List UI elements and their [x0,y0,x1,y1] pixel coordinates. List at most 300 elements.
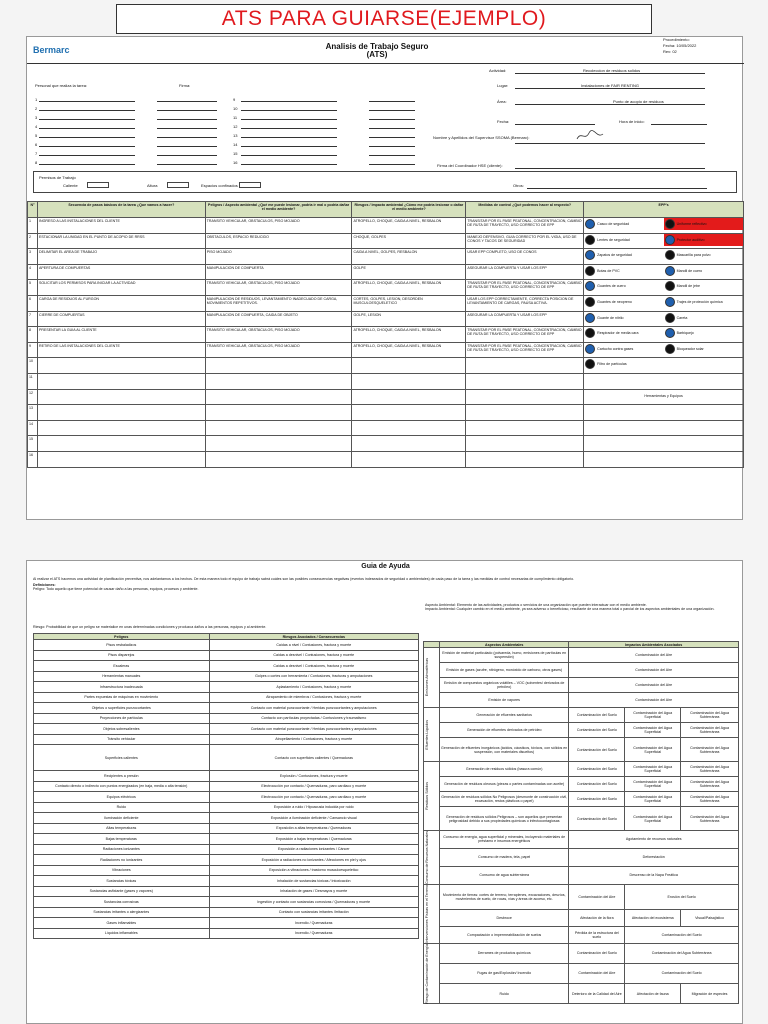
peligro-riesgo: Exposición a bajas temperaturas / Quemaduras [209,834,418,845]
cell-epp [584,420,744,436]
peligro-name: Sustancias irritantes o alergizantes [34,907,210,918]
permit-altura: Altura [147,183,158,188]
peligro-row [34,661,419,672]
aspecto-impact: Contaminación del Suelo [569,738,625,762]
permit-altura-box[interactable] [167,182,189,188]
peligro-row [34,792,419,803]
peligro-riesgo: Ingestión y contacto con sustancias corrosivas / Quemaduras y muerte [209,897,418,908]
personal-row-number: 12 [233,124,238,129]
coordinador-field[interactable] [515,168,705,169]
peligro-riesgo: Incendio / Quemaduras [209,928,418,939]
peligro-row [34,834,419,845]
peligro-riesgo: Contacto con material punzocortante / Heridas punzocortantes y amputaciones [209,724,418,735]
area-value: Punto de acopio de residuos [613,99,664,104]
personal-signature-field[interactable] [369,101,415,102]
aspecto-impact: Contaminación del Suelo [625,926,739,943]
cell-paso [37,420,205,436]
permits-box [33,171,737,193]
peligro-riesgo: Inhalación de gases / Desmayos y muerte [209,886,418,897]
peligro-row [34,876,419,887]
peligro-row [34,855,419,866]
epp-item [664,312,743,324]
guide-intro [33,577,737,592]
epp-icon [585,297,595,307]
epp-label: Respirador de media cara [597,331,639,336]
aspecto-impact: Contaminación del Agua Subterránea [681,723,739,738]
cell-control [466,405,584,421]
epp-item [584,234,663,246]
cell-peligro: MANIPULACION DE RESIDUOS, LEVANTAMIENTO INADECUADO DE CARGA, MOVIMIENTOS REPETITIVOS. [205,295,352,311]
cell-epp [584,233,744,249]
aspecto-row [424,648,739,663]
peligro-name: Objetos o superficies punzocortantes [34,703,210,714]
cell-n: 1 [28,218,38,234]
aspecto-impact: Contaminación del Aire [569,678,739,693]
aspecto-impact: Contaminación del Suelo [569,723,625,738]
supervisor-field[interactable] [515,143,705,144]
epp-pair [584,343,743,355]
personal-name-field[interactable] [39,146,135,147]
aspecto-impact: Contaminación del Agua Subterránea [681,762,739,777]
personal-signature-field[interactable] [157,164,217,165]
peligro-riesgo: Incendio / Quemaduras [209,918,418,929]
peligro-riesgo: Contacto con sustancias irritantes /Irritación [209,907,418,918]
personal-name-field[interactable] [241,155,337,156]
peligro-riesgo: Contacto con material punzocortante / Heridas punzocortantes y amputaciones [209,703,418,714]
cell-epp [584,436,744,452]
guide-title: Guia de Ayuda [361,563,410,570]
header-divider [27,63,744,64]
cell-paso: CIERRE DE COMPUERTAS [37,311,205,327]
aspecto-row [424,663,739,678]
cell-paso [37,405,205,421]
personal-signature-field[interactable] [369,119,415,120]
aspecto-name: Generación de residuos oleosos (piezas o partes contaminadas con aceite) [439,777,568,792]
peligro-row [34,713,419,724]
peligro-name: Partes expuestas de máquinas en movimiento [34,692,210,703]
aspectos-header-impactos: Impactos Ambientales Asociados [569,642,739,648]
hora-field[interactable] [651,124,707,125]
epp-label: Guantes de neopreno [597,299,632,304]
ats-table [27,201,744,468]
peligro-row [34,907,419,918]
aspecto-group-label: Intervenciones Físicas en el Terreno [425,884,429,943]
aspecto-impact: Contaminación del Agua Subterránea [681,777,739,792]
permit-espacios-box[interactable] [239,182,261,188]
meta-line: Procedimiento: [663,37,690,42]
epp-icon [585,219,595,229]
aspecto-row [424,926,739,943]
lugar-field[interactable] [515,88,705,89]
cell-epp [584,405,744,421]
peligro-row [34,692,419,703]
peligro-name: Pisos disparejos [34,650,210,661]
lugar-value: Instalaciones de FAIR RENTING [581,83,640,88]
cell-paso [37,358,205,374]
epp-label: Mandil de jebe [676,284,700,289]
fecha-field[interactable] [515,124,595,125]
personal-name-field[interactable] [241,137,337,138]
epp-icon [585,266,595,276]
peligro-row [34,671,419,682]
cell-control: ASEGURAR LA COMPUERTA Y USAR LOS EPP [466,311,584,327]
personal-name-field[interactable] [241,101,337,102]
table-row [28,233,744,249]
aspecto-row [424,848,739,866]
personal-row-number: 8 [35,160,38,165]
aspecto-impact: Contaminación del Aire [569,884,625,909]
personal-name-field[interactable] [241,128,337,129]
personal-name-field[interactable] [39,119,135,120]
actividad-field[interactable] [515,73,705,74]
epp-pair [584,358,743,370]
aspecto-impact: Visual/Paisajístico [681,909,739,926]
peligro-riesgo: Atrapamiento de miembros / Contusiones, fractura y muerte [209,692,418,703]
peligro-row [34,918,419,929]
aspectos-table [423,641,739,1004]
cell-n: 7 [28,311,38,327]
epp-item [584,249,663,261]
peligro-row [34,813,419,824]
epp-label: Mandil de cuero [676,268,703,273]
table-row [28,405,744,421]
peligro-riesgo: Exposición a vibraciones / trastorno musculoesqueletico [209,865,418,876]
col-header-riesgo: Riesgos / Impacto ambiental ¿Cómo me podria lesionar o dañar el medio ambiente? [352,202,466,218]
personal-name-field[interactable] [241,110,337,111]
epp-item [584,265,663,277]
guide-intro-text: Al realizar el ATS hacemos una actividad de planificación preventiva, nos adelantamos a los hechos. De esta manera todo el equipo de trabajo sabrá cuáles son las posibles consecuencias negativas (eventos indeseados de seguridad o ambientales) de cada paso de la tarea y las medidas de control necesarias de cumplimiento obligatorio. [33,577,575,581]
epp-label: Cartucho contra gases [597,346,634,351]
personal-signature-field[interactable] [157,110,217,111]
cell-epp [584,389,744,405]
table-row [28,451,744,467]
cell-paso: CARGA DE RESIDUOS AL FURGON [37,295,205,311]
peligro-riesgo: Exposición a radiaciones ionizantes / Cáncer [209,844,418,855]
epp-pair [584,218,743,230]
aspecto-name: Emisión de material particulado (polvareda, humo, emisiones de partículas en suspensión) [439,648,568,663]
aspecto-impact: Contaminación del Agua Subterránea [681,708,739,723]
table-row [28,436,744,452]
epp-label: Casco de seguridad [597,222,630,226]
cell-peligro: TRANSITO VEHICULAR, OBSTACULOS, PISO MOJADO [205,342,352,358]
actividad-value: Recoleccion de residuos solidos [583,68,641,73]
peligro-name: Equipos eléctricos [34,792,210,803]
aspecto-impact: Deterioro de la Calidad del Aire [569,984,625,1004]
aspect-definitions [425,603,741,611]
aspecto-impact: Contaminación del Aire [569,648,739,663]
cell-n: 12 [28,389,38,405]
personal-signature-field[interactable] [369,164,415,165]
supervisor-signature [575,129,605,143]
peligros-header-peligros: Peligros [34,634,210,640]
epp-label: Bloqueador solar [676,346,704,351]
cell-epp [584,264,744,280]
firma-label: Firma: [179,83,191,88]
meta-line: Rev: 02 [663,49,677,54]
epp-item [664,249,743,261]
aspecto-group-label: Residuos Sólidos [425,782,429,810]
cell-riesgo: ATROPELLO, CHOQUE, CAIDA A NIVEL, RESBALON [352,218,466,234]
aspecto-impact: Contaminación del Aire [569,693,739,708]
peligro-row [34,640,419,651]
epp-icon [665,297,675,307]
epp-item [584,358,663,370]
personal-name-field[interactable] [39,128,135,129]
aspecto-row [424,984,739,1004]
peligro-riesgo: Electrocución por contacto / Quemaduras, paro cardiaco y muerte [209,792,418,803]
aspecto-impact: Contaminación del Suelo [569,762,625,777]
cell-n: 16 [28,451,38,467]
aspecto-name: Generación de residuos sólidos (basura común) [439,762,568,777]
peligro-row [34,865,419,876]
personal-signature-field[interactable] [157,137,217,138]
cell-n: 2 [28,233,38,249]
fecha-label: Fecha: [497,119,510,124]
aspecto-name: Emisión de vapores [439,693,568,708]
peligro-name: Recipientes a presión [34,771,210,782]
peligro-riesgo: Atropellamiento / Contusiones, fractura y muerte [209,734,418,745]
cell-epp [584,249,744,265]
cell-peligro [205,436,352,452]
personal-label: Personal que realiza la tarea: [35,83,88,88]
cell-control: TRANSITAR POR EL PASE PEATONAL, CONCENTRACION, CAMBIO DE RUTA DE TRAYECTO, USO CORRECTO DE EPP [466,280,584,296]
cell-peligro [205,389,352,405]
ats-form-sheet [26,36,743,520]
aspecto-impact: Deforestación [569,848,739,866]
peligro-riesgo: Caídas a nivel / Contusiones, fractura y muerte [209,640,418,651]
lugar-label: Lugar: [497,83,509,88]
personal-name-field[interactable] [39,110,135,111]
cell-n: 5 [28,280,38,296]
otros-field[interactable] [527,188,707,189]
peligro-riesgo: Exposición a iluminación deficiente / Cansancio visual [209,813,418,824]
epp-pair [584,234,743,246]
hora-label: Hora de inicio: [619,119,645,124]
aspecto-impact: Contaminación del Agua Superficial [625,708,681,723]
area-field[interactable] [515,104,705,105]
aspecto-row [424,792,739,807]
epp-icon [585,281,595,291]
epp-label: Careta [676,315,688,320]
cell-riesgo: GOLPE, LESION [352,311,466,327]
aspecto-impact: Afectación del ecosistema [625,909,681,926]
peligro-name: Escaleras [34,661,210,672]
personal-row-number: 16 [233,160,238,165]
personal-name-field[interactable] [39,137,135,138]
peligro-name: Gases inflamables [34,918,210,929]
permit-caliente-box[interactable] [87,182,109,188]
personal-row-number: 7 [35,151,38,156]
personal-signature-field[interactable] [157,128,217,129]
herramientas-label: Herramientas y Equipos [644,393,683,398]
personal-name-field[interactable] [39,164,135,165]
epp-icon [665,219,675,229]
aspecto-row [424,738,739,762]
aspecto-impact: Afectación de fauna [625,984,681,1004]
aspecto-group [424,648,440,708]
personal-signature-field[interactable] [369,110,415,111]
aspecto-group-label: Consumo de Recursos Naturales [425,831,429,884]
aspecto-impact: Contaminación del Aire [569,963,625,983]
personal-signature-field[interactable] [369,128,415,129]
peligro-name: Contacto directo o indirecto con puntos energizados (en baja, media o alta tensión) [34,781,210,792]
peligro-riesgo: Golpes o cortes con herramienta / Contusiones, fracturas y amputaciones [209,671,418,682]
peligro-riesgo: Exposición a ruido / Hipoacusia inducida por ruido [209,802,418,813]
peligro-row [34,844,419,855]
cell-n: 13 [28,405,38,421]
aspectos-header-aspectos: Aspectos Ambientales [439,642,568,648]
cell-paso: PRESENTAR LA GUIA AL CLIENTE [37,327,205,343]
table-row [28,389,744,405]
aspecto-group [424,708,440,762]
permit-otros: Otros: [513,183,524,188]
logo-text: Bermarc [33,45,70,55]
personal-signature-field[interactable] [157,119,217,120]
aspecto-name: Compactación o impermeabilización de suelos [439,926,568,943]
personal-row-number: 13 [233,133,238,138]
peligro-name: Proyecciones de partículas [34,713,210,724]
aspecto-row [424,884,739,909]
cell-riesgo [352,436,466,452]
aspecto-impact: Contaminación del Suelo [569,792,625,807]
peligro-name: Sustancias tóxicas [34,876,210,887]
table-row [28,373,744,389]
riesgo-definition: Riesgo: Probabilidad de que un peligro se materialice en unas determinadas condiciones y produzca daños a las personas, equipos y al ambiente. [33,625,267,629]
personal-signature-field[interactable] [157,155,217,156]
cell-control: USAR EPP COMPLETO, USO DE CONOS [466,249,584,265]
cell-control [466,389,584,405]
aspecto-group [424,943,440,1004]
cell-paso: APERTURA DE COMPUERTAS [37,264,205,280]
aspecto-impact: Contaminación del Suelo [569,807,625,831]
table-row [28,420,744,436]
permit-caliente: Caliente [63,183,78,188]
cell-peligro: TRANSITO VEHICULAR, OBSTACULOS, PISO MOJADO [205,218,352,234]
peligro-row [34,734,419,745]
personal-name-field[interactable] [39,155,135,156]
peligro-name: Radiaciones ionizantes [34,844,210,855]
aspecto-impact: Contaminación del Suelo [625,963,739,983]
cell-riesgo: CHOQUE, GOLPES [352,233,466,249]
peligro-row [34,745,419,771]
cell-riesgo [352,420,466,436]
aspecto-definition: Aspecto Ambiental: Elemento de las actividades, productos o servicios de una organización que pueden interactuar con el medio ambiente. [425,603,647,607]
aspecto-name: Generación de residuos sólidos Peligrosos – son aquellos que presentan peligrosidad debido a sus propiedades químicas o infectocontagiosas [439,807,568,831]
aspecto-impact: Contaminación del Suelo [569,943,625,963]
peligro-name: Superficies calientes [34,745,210,771]
peligro-row [34,682,419,693]
cell-epp [584,311,744,327]
col-header-peligro: Peligros / Aspecto ambiental ¿Qué me puede lesionar, podria ir mal o podria dañar el medio ambiente? [205,202,352,218]
personal-signature-field[interactable] [369,146,415,147]
epp-icon [665,235,675,245]
epp-item [584,280,663,292]
col-header-epp: EPP's [584,202,744,218]
peligro-name: Iluminación deficiente [34,813,210,824]
aspecto-group-label: Emisiones Atmosféricas [425,658,429,697]
cell-peligro [205,405,352,421]
company-logo [33,45,70,55]
personal-name-field[interactable] [241,164,337,165]
peligro-riesgo: Aplastamiento / Contusiones, fractura y muerte [209,682,418,693]
peligro-name: Tránsito vehicular [34,734,210,745]
cell-peligro: TRANSITO VEHICULAR, OBSTACULOS, PISO MOJADO [205,280,352,296]
cell-n: 4 [28,264,38,280]
epp-icon [585,313,595,323]
peligro-name: Pisos resbaladizos [34,640,210,651]
epp-item [664,265,743,277]
epp-pair [584,312,743,324]
epp-label: Trajes de protección química [676,299,723,304]
peligro-riesgo: Contacto con superficies calientes / Quemaduras [209,745,418,771]
aspecto-row [424,723,739,738]
aspecto-group-label: Efluentes Líquidos [425,719,429,750]
personal-signature-field[interactable] [369,137,415,138]
personal-signature-field[interactable] [157,146,217,147]
peligro-name: Infraestructura inadecuada [34,682,210,693]
peligro-name: Ruido [34,802,210,813]
aspecto-name: Consumo de energía, agua superficial y minerales, incluyendo materiales de préstamo e insumos energéticos [439,831,568,849]
personal-signature-field[interactable] [157,101,217,102]
peligro-riesgo: Contacto con partículas proyectadas / Contusiones y traumatismo [209,713,418,724]
personal-name-field[interactable] [241,146,337,147]
aspecto-row [424,762,739,777]
aspecto-row [424,866,739,884]
epp-label: Guantes de cuero [597,284,626,289]
aspecto-row [424,963,739,983]
personal-name-field[interactable] [241,119,337,120]
cell-peligro: MANIPULACION DE COMPUERTA, CAIDA DE OBJETO [205,311,352,327]
peligro-riesgo: Caídas a desnivel / Contusiones, fractura y muerte [209,650,418,661]
epp-item [664,280,743,292]
peligro-riesgo: Caídas a desnivel / Contusiones, fractura y muerte [209,661,418,672]
cell-epp [584,373,744,389]
peligro-row [34,650,419,661]
personal-row-number: 11 [233,115,238,120]
peligro-row [34,802,419,813]
peligros-table [33,633,419,939]
cell-control: USAR LOS EPP CORRECTAMENTE, CORRECTA POSICION DE LEVANTAMIENTO DE CARGAS, PAUSA ACTIVA. [466,295,584,311]
cell-control: TRANSITAR POR EL PASE PEATONAL, CONCENTRACION, CAMBIO DE RUTA DE TRAYECTO, USO CORRECTO DE EPP [466,218,584,234]
aspecto-group [424,884,440,943]
peligro-row [34,781,419,792]
personal-name-field[interactable] [39,101,135,102]
aspecto-impact: Contaminación del Agua Subterránea [681,792,739,807]
cell-epp [584,295,744,311]
peligro-riesgo: Exposición a altas temperaturas / Quemaduras [209,823,418,834]
form-meta [663,37,696,55]
cell-control [466,451,584,467]
cell-control: TRANSITAR POR EL PASE PEATONAL, CONCENTRACION, CAMBIO DE RUTA DE TRAYECTO, USO CORRECTO DE EPP [466,342,584,358]
cell-n: 10 [28,358,38,374]
epp-icon [585,235,595,245]
table-row [28,295,744,311]
cell-epp [584,218,744,234]
aspecto-name: Movimiento de tierras: cortes de terreno, terraplenes, excavaciones, desvíos, movimientos de suelo, de rocas, vías y áreas de acceso, etc. [439,884,568,909]
peligro-name: Vibraciones [34,865,210,876]
cell-control [466,436,584,452]
cell-peligro [205,373,352,389]
personal-row-number: 4 [35,124,38,129]
cell-peligro [205,358,352,374]
aspecto-impact: Contaminación del Agua Superficial [625,777,681,792]
personal-row-number: 14 [233,142,238,147]
personal-signature-field[interactable] [369,155,415,156]
table-row [28,249,744,265]
aspecto-impact: Contaminación del Agua Subterránea [681,807,739,831]
cell-riesgo: ATROPELLO, CHOQUE, CAIDA A NIVEL, RESBALON [352,342,466,358]
personal-row-number: 9 [233,97,236,102]
